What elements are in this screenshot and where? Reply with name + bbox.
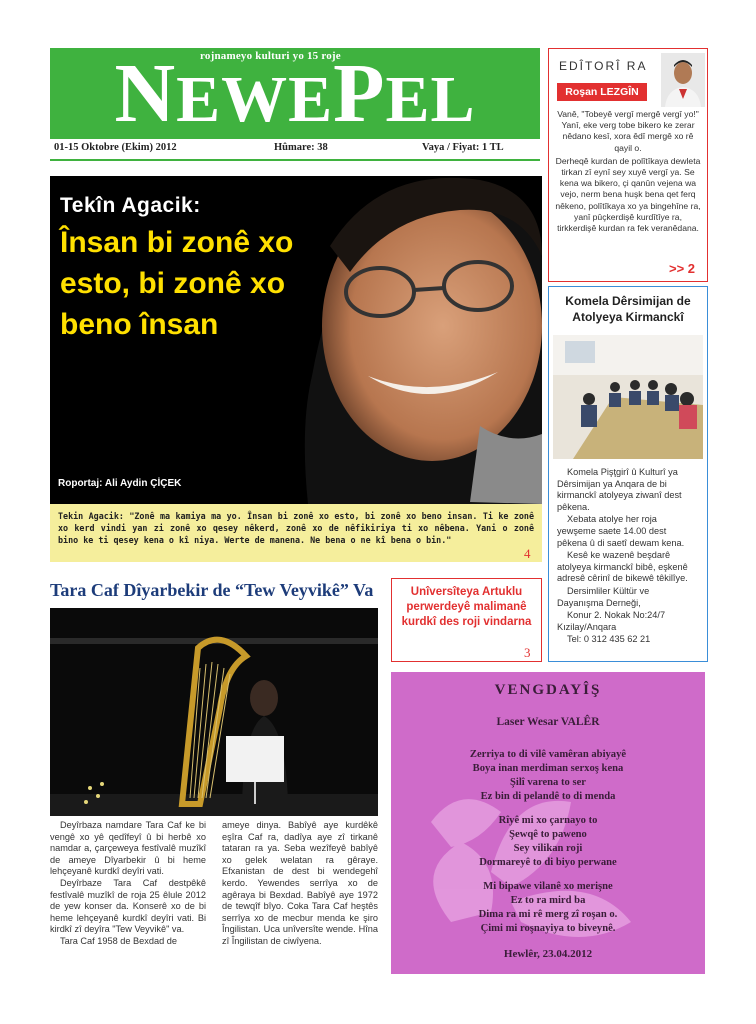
article-paragraph: Tara Caf 1958 de Bexdad de: [60, 935, 177, 946]
komela-box[interactable]: [548, 286, 708, 662]
tagline: rojnameyo kulturi yo 15 roje: [200, 50, 341, 62]
komela-paragraph: Xebata atolye her roja yewşeme saete 14.00 dest pêkena û di saetî dewam kena.: [557, 514, 685, 548]
komela-address-name: Dersimliler Kültür ve Dayanışma Derneği,: [557, 585, 650, 608]
logo-letter-n: N: [114, 48, 177, 139]
komela-text: [557, 467, 697, 647]
komela-address: Konur 2. Nokak No:24/7 Kızilay/Anqara: [557, 610, 666, 632]
article-title[interactable]: Tara Caf Dîyarbekir de “Tew Veyvikê” Va: [50, 580, 374, 600]
masthead: [50, 48, 540, 139]
issue-price: Vaya / Fiyat: 1 TL: [422, 142, 504, 153]
poem-author: Laser Wesar VALÊR: [496, 716, 600, 728]
interview-quote: [50, 504, 542, 562]
university-teaser[interactable]: [391, 578, 542, 662]
poem-line: Dormareyê to di biyo perwane: [479, 857, 617, 868]
poem-line: Ez bin di pelandê to di menda: [480, 791, 616, 802]
interview-credit: Roportaj: Ali Aydin ÇİÇEK: [58, 478, 182, 489]
article-column: [50, 820, 206, 948]
editorial-author: Roşan LEZGÎN: [557, 83, 647, 101]
workshop-photo: [553, 335, 703, 459]
logo-letters-el: EL: [385, 63, 476, 136]
poem-box: [391, 672, 705, 974]
editorial-paragraph: Derheqê kurdan de polîtîkaya dewleta tirkan zî eynî sey xuyê vergî ya. Se kena wa bikero, çi qanûn vejena wa vejo, nerm bena huşk bena qet ferq nêkeno, polîtîkaya xo ya bingehîne ra, yanî pûçkerdişê kurdîtîye ra, tirkkerdişê kurdan ra fek veranêdana.: [555, 155, 701, 234]
poem-stanza: [391, 880, 705, 936]
hero-headline[interactable]: Însan bi zonê xo esto, bi zonê xo beno însan: [60, 226, 294, 341]
editorial-title: EDÎTORÎ RA: [559, 59, 648, 73]
poem-body: [391, 748, 705, 946]
quote-page-ref[interactable]: 4: [524, 546, 531, 561]
author-photo: [661, 53, 705, 107]
editorial-paragraph: Vanê, "Tobeyê vergî mergê vergî yo!" Yanî, eke verg tobe bikero ke zerar nêdano kesî, xora êdî mergê xo rê qayil o.: [557, 109, 699, 153]
komela-paragraph: Komela Pişţgirî û Kulturî ya Dêrsimijan ya Anqara de bi kirmanckî atolyeya ziwanî dest pêkena.: [557, 467, 682, 512]
poem-line: Çimi mi roşnayiya to biveynê.: [480, 923, 616, 934]
divider: [50, 159, 540, 161]
newspaper-logo[interactable]: [50, 48, 540, 139]
article-paragraph: ameye dinya. Babîyê aye kurdêkê eşîra Caf ra, dadîya aye zî tirkanê tataran ra ya. Seba wezîfeyê babîyê xo gelek welatan ra gêraye. Efxanistan de dest bi wendegehî kerdo. Yewendes serrîya xo de agêraya bi Bexdad. Babîyê aye 1972 de tewqîf bîyo. Coka Tara Caf heştês serrîya xo de mecbur menda ke şiro Îngilistan. Uca unîversîte wende. Hîna zî Îngilistan de ciwîyena.: [222, 820, 378, 946]
editorial-continue-link[interactable]: >> 2: [669, 261, 696, 276]
poem-line: Mi bipawe vilanê xo merişne: [483, 881, 613, 892]
komela-paragraph: Kesê ke wazenê beşdarê atolyeya kirmanckî bibê, eşkenê adresê cêrinî de bikewê têkilîye.: [557, 550, 688, 584]
poem-line: Zerriya to di vilê vamêran abiyayê: [469, 749, 627, 760]
komela-title: Komela Dêrsimijan de Atolyeya Kirmanckî: [565, 294, 691, 324]
interviewee-name: Tekîn Agacik:: [60, 194, 201, 217]
concert-photo: [50, 608, 378, 816]
poem-signature: Hewlêr, 23.04.2012: [503, 948, 593, 960]
logo-letters-ewe: EWE: [176, 63, 334, 136]
quote-text: Tekin Agacik: "Zonê ma kamiya ma yo. Însan bi zonê xo esto, bi zonê xo beno insan. Ti ke zonê xo kerd vindi yan zi zonê xo qesey nêkerd, zonê xo de nêfikiriya ti xo nêbena. Yani o zonê bino ke ti qesey kena o kî niya. Werte de manena. Ne bena o ne kî bena o bin.": [58, 511, 534, 545]
poem-line: Ez to ra mird ba: [510, 895, 586, 906]
poem-line: Sey vilikan roji: [513, 843, 583, 854]
poem-line: Boya inan merdiman serxoş kena: [472, 763, 624, 774]
article-paragraph: Deyîrbaza namdare Tara Caf ke bi vengê xo yê qedîfeyî û bi herbê xo namdar a, çarçeweya festîvalê muzîkî de ameye Dîyarbekir û bi heme lehçeyanê kurdkî deyîri vati.: [50, 820, 206, 877]
editorial-box[interactable]: [548, 48, 708, 282]
poem-line: Rîyê mi xo çarnayo to: [498, 815, 598, 826]
university-page-ref[interactable]: 3: [524, 645, 531, 660]
article-column: [222, 820, 378, 948]
hero-interview[interactable]: [50, 176, 542, 504]
poem-line: Dima ra mi rê merg zî roşan o.: [478, 909, 618, 920]
dateline: [54, 142, 540, 156]
poem-line: Şilî varena to ser: [509, 777, 586, 788]
issue-number: Hûmare: 38: [274, 142, 328, 153]
article-paragraph: Deyîrbaze Tara Caf destpêkê festîvalê muzîkî de roja 25 êlule 2012 de yew konser da. Konserê xo de bi heme lehçeyanê kurdkî deyîri vati. Bi kirdkî zî deyîra "Tew Veyvikê" va.: [50, 877, 206, 935]
poem-stanza: [391, 748, 705, 804]
logo-letter-p: P: [333, 48, 386, 139]
poem-title: VENGDAYÎŞ: [494, 682, 602, 698]
poem-stanza: [391, 814, 705, 870]
issue-date: 01-15 Oktobre (Ekim) 2012: [54, 142, 177, 153]
komela-phone: Tel: 0 312 435 62 21: [567, 634, 651, 645]
editorial-text: [555, 109, 701, 236]
poem-line: Şewqê to paweno: [509, 829, 587, 840]
university-headline: Unîversîteya Artuklu perwerdeyê malimanê kurdkî des roji vindarna: [401, 586, 532, 628]
